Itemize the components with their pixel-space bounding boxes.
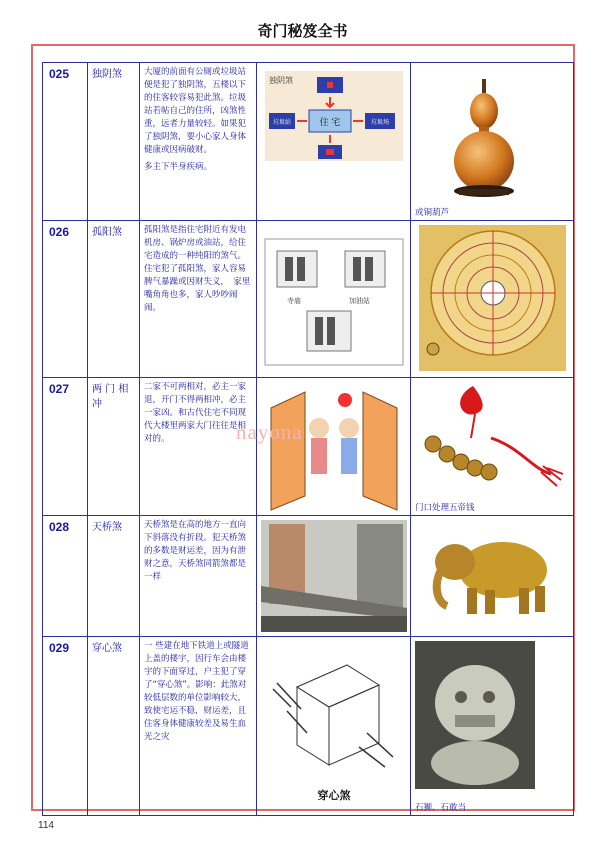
- diagram-two-doors: [257, 378, 411, 516]
- diagram-gu-yang: [257, 221, 411, 378]
- diagram-right-label: 加油站: [349, 297, 370, 305]
- diagram-label: 穿心煞: [317, 789, 351, 802]
- diagram-center-label: 住 宅: [319, 118, 341, 128]
- entry-name: 天桥煞: [88, 516, 140, 637]
- diagram-left-label: 垃圾站: [272, 119, 292, 126]
- diagram-chuan-xin: [257, 637, 411, 816]
- page-number: 114: [38, 820, 54, 831]
- remedy-gourd-cell: [411, 63, 574, 221]
- diagram-right-label: 垃圾场: [370, 119, 390, 126]
- stone-lion-cell: [411, 637, 574, 816]
- diagram-overpass-photo: [257, 516, 411, 637]
- entry-name: 两 门 相 冲: [88, 378, 140, 516]
- remedy-caption: 石狮、石敢当: [415, 803, 467, 813]
- diagram-label: 独阴煞: [269, 76, 293, 85]
- entry-number: 029: [43, 637, 88, 816]
- entry-number: 026: [43, 221, 88, 378]
- entry-row-027: [43, 378, 574, 516]
- overpass-photo: [257, 516, 411, 636]
- entry-number: 027: [43, 378, 88, 516]
- diagram-left-label: 寺庙: [287, 297, 301, 305]
- entry-description: 天桥煞是在高的地方一直向下斜落没有折段。犯天桥煞的多数是财运差，因为有泄财之意，天桥煞同箭煞都是一样: [140, 516, 257, 637]
- stone-lion-image: [411, 637, 574, 815]
- remedy-caption: 或铜葫芦: [415, 208, 450, 218]
- compass-image: [411, 221, 574, 377]
- page-title: 奇门秘笈全书: [257, 22, 348, 40]
- gourd-image: [411, 63, 574, 220]
- elephant-image: [411, 516, 574, 636]
- description-extra: 多主下半身疾病。: [144, 162, 213, 172]
- watermark: nayona: [236, 420, 303, 444]
- luopan-compass-cell: [411, 221, 574, 378]
- entry-description: 二家不可两相对，必主一家退，开门不得两相冲，必主一家凶。和古代住宅不同现代大楼里两家大门往往是相对的。: [140, 378, 257, 516]
- entry-name: 穿心煞: [88, 637, 140, 816]
- entry-number: 025: [43, 63, 88, 221]
- coins-image: [411, 378, 574, 515]
- du-yin-diagram-graphic: [257, 63, 411, 220]
- remedy-caption: 门口处理五帝钱: [415, 503, 475, 513]
- entry-row-028: [43, 516, 574, 637]
- two-doors-illustration: [257, 378, 411, 515]
- entry-name: 孤阳煞: [88, 221, 140, 378]
- entry-description: 一 些建在地下铁道上或隧道上盖的楼宇，因行车会由楼宇的下面穿过，户主犯了穿了“穿心煞”。影响：此煞对较低层数的单位影响较大，致使宅运不稳，财运差，且住客身体健康较差及易生血光之灾: [140, 637, 257, 816]
- elephant-cell: [411, 516, 574, 637]
- entry-row-026: [43, 221, 574, 378]
- description-text: 大厦的前面有公厕或垃圾站便是犯了独阴煞，五楼以下的住客较容易犯此煞。垃圾站若帖自己的住所，凶煞性重，远者力量较轻。如果犯了独阴煞，要小心家人身体健康或因病破财。: [144, 67, 247, 155]
- entry-name: 独阴煞: [88, 63, 140, 221]
- entry-row-029: [43, 637, 574, 816]
- entry-row-025: [43, 63, 574, 221]
- chuan-xin-diagram-graphic: [257, 637, 411, 815]
- entry-description: 孤阳煞是指住宅附近有发电机房、锅炉房或油站，给住宅造成的一种纯阳的煞气。住宅犯了孤阳煞，家人容易脾气暴躁或因财失义， 家里嘴角角也多，家人吵吵闹闹。: [140, 221, 257, 378]
- diagram-du-yin: [257, 63, 411, 221]
- entry-description: [140, 63, 257, 221]
- entry-number: 028: [43, 516, 88, 637]
- entries-table: [42, 62, 574, 816]
- gu-yang-diagram-graphic: [257, 221, 411, 377]
- five-emperor-coins-cell: [411, 378, 574, 516]
